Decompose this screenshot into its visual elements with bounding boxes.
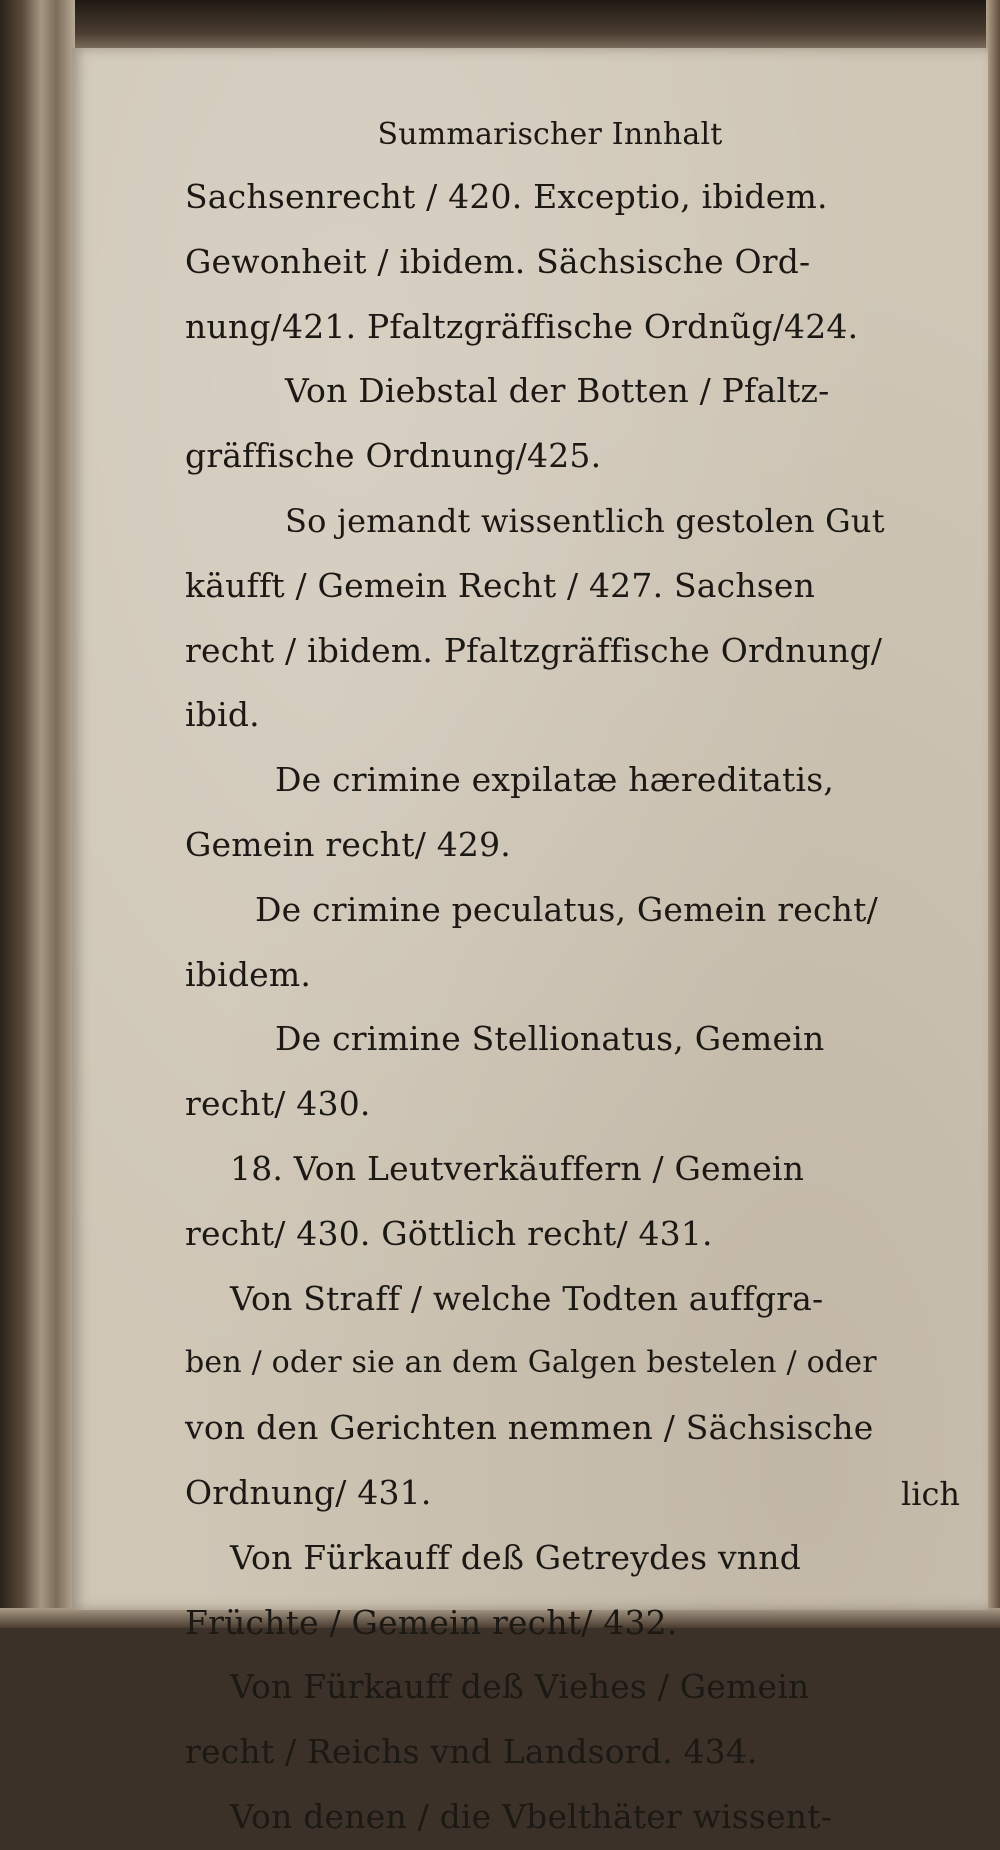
text-line: recht / Reichs vnd Landsord. 434. [185,1732,758,1772]
book-edge-right [986,0,1000,1628]
text-line: De crimine peculatus, Gemein recht/ [255,889,878,929]
text-line: recht / ibidem. Pfaltzgräffische Ordnung/ [185,630,883,670]
text-line: recht/ 430. [185,1084,371,1124]
catchword: lich [901,1475,960,1513]
book-edge-top [0,0,1000,55]
running-header: Summarischer Innhalt [377,117,723,152]
text-line: De crimine Stellionatus, Gemein [275,1019,825,1059]
text-line: Sachsenrecht / 420. Exceptio, ibidem. [185,177,828,216]
text-line: Von Fürkauff deß Viehes / Gemein [230,1667,810,1707]
text-line: 18. Von Leutverkäuffern / Gemein [230,1148,805,1188]
text-line: Ordnung/ 431. [185,1472,432,1512]
text-line: So jemandt wissentlich gestolen Gut [285,501,885,540]
text-line: Von Fürkauff deß Getreydes vnnd [230,1537,802,1577]
text-line: ibidem. [185,954,312,994]
text-line: Von denen / die Vbelthäter wissent- [230,1796,833,1836]
text-line: recht/ 430. Göttlich recht/ 431. [185,1213,713,1253]
text-line: von den Gerichten nemmen / Sächsische [185,1408,874,1448]
text-line: ibid. [185,695,260,735]
text-line: nung/421. Pfaltzgräffische Ordnũg/424. [185,306,859,346]
text-line: ben / oder sie an dem Galgen bestelen / oder [185,1345,877,1381]
text-line: De crimine expilatæ hæreditatis, [275,760,835,800]
text-line: Gemein recht/ 429. [185,824,511,864]
text-line: gräffische Ordnung/425. [185,436,602,476]
text-line: käufft / Gemein Recht / 427. Sachsen [185,565,816,605]
text-line: Früchte / Gemein recht/ 432. [185,1602,678,1642]
book-edge-left [0,0,75,1628]
page-text [185,105,885,1850]
text-line: Von Straff / welche Todten auffgra- [230,1278,824,1318]
text-line: Gewonheit / ibidem. Sächsische Ord- [185,241,811,281]
text-line: Von Diebstal der Botten / Pfaltz- [285,371,830,411]
